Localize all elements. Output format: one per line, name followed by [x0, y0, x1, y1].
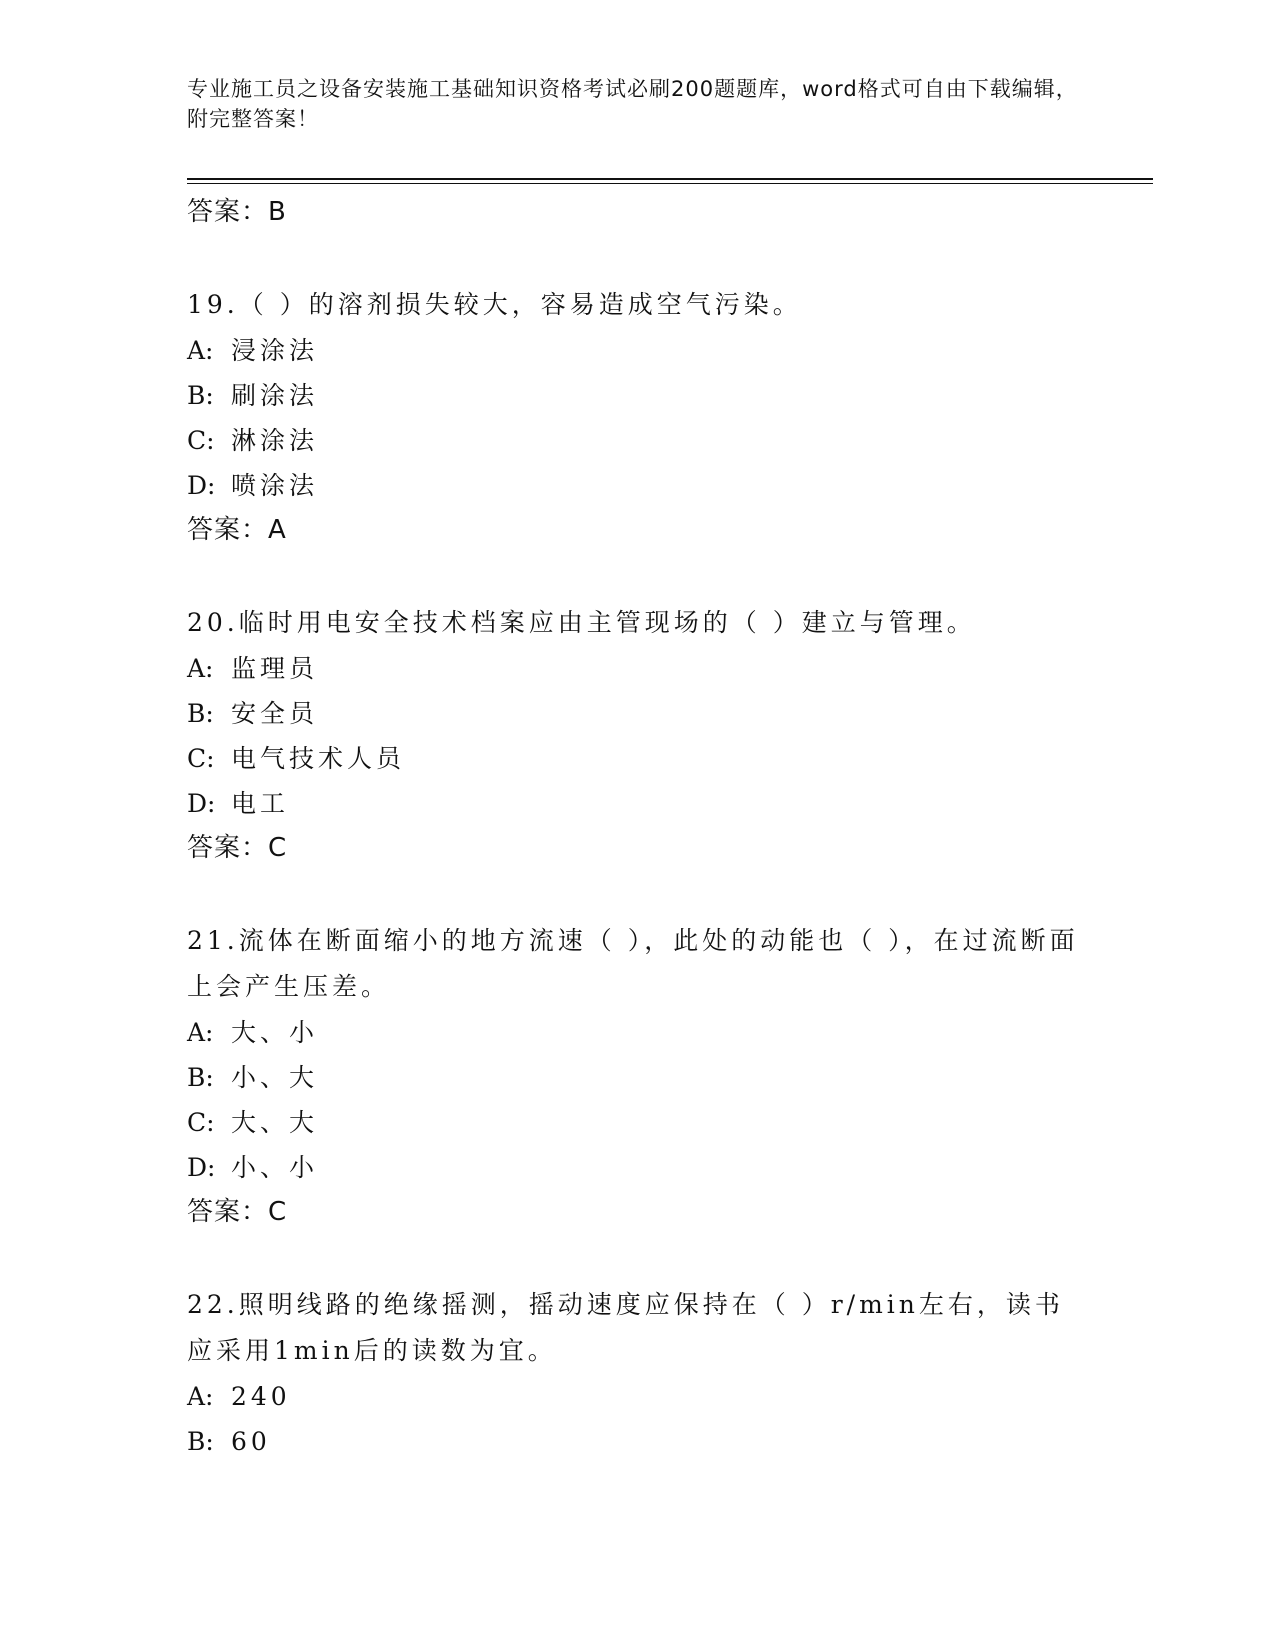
option-text: 监理员 [231, 654, 319, 683]
option-key: A: [187, 654, 214, 683]
option-text: 240 [231, 1382, 291, 1411]
question-item [187, 600, 1087, 870]
option-c [187, 418, 1087, 463]
header-rule-thin [187, 183, 1153, 184]
option-key: C: [187, 1108, 215, 1137]
option-text: 喷涂法 [231, 471, 319, 500]
option-text: 安全员 [231, 699, 319, 728]
question-item [187, 1282, 1087, 1464]
option-a [187, 1374, 1087, 1419]
option-key: C: [187, 426, 215, 455]
option-a [187, 328, 1087, 373]
option-c [187, 736, 1087, 781]
option-key: D: [187, 1153, 216, 1182]
option-b [187, 373, 1087, 418]
question-stem: 20.临时用电安全技术档案应由主管现场的（ ）建立与管理。 [187, 608, 976, 637]
option-key: C: [187, 744, 215, 773]
option-key: A: [187, 336, 214, 365]
option-text: 大、大 [231, 1108, 319, 1137]
option-key: B: [187, 1427, 214, 1456]
option-text: 电气技术人员 [231, 744, 406, 773]
option-text: 小、小 [231, 1153, 319, 1182]
option-text: 大、小 [231, 1018, 319, 1047]
option-key: B: [187, 381, 214, 410]
answer-line: 答案：A [187, 515, 287, 545]
option-key: A: [187, 1018, 214, 1047]
option-text: 刷涂法 [231, 381, 319, 410]
option-b [187, 1055, 1087, 1100]
option-text: 60 [231, 1427, 271, 1456]
option-d [187, 463, 1087, 508]
question-stem: 22.照明线路的绝缘摇测，摇动速度应保持在（ ）r/min左右，读书应采用1min后的读数为宜。 [187, 1290, 1064, 1365]
option-key: D: [187, 789, 216, 818]
option-key: B: [187, 1063, 214, 1092]
answer-line: 答案：C [187, 1197, 288, 1227]
option-b [187, 1419, 1087, 1464]
option-key: D: [187, 471, 216, 500]
answer-line: 答案：B [187, 197, 287, 227]
option-a [187, 646, 1087, 691]
question-item [187, 282, 1087, 552]
option-text: 小、大 [231, 1063, 319, 1092]
option-key: B: [187, 699, 214, 728]
question-stem: 21.流体在断面缩小的地方流速（ ），此处的动能也（ ），在过流断面上会产生压差。 [187, 926, 1079, 1001]
option-b [187, 691, 1087, 736]
answer-line: 答案：C [187, 833, 288, 863]
option-key: A: [187, 1382, 214, 1411]
document-header: 专业施工员之设备安装施工基础知识资格考试必刷200题题库，word格式可自由下载编辑，附完整答案！ [187, 77, 1078, 131]
header-rule-thick [187, 178, 1153, 180]
question-item [187, 918, 1087, 1234]
option-text: 电工 [231, 789, 290, 818]
option-d [187, 1145, 1087, 1190]
question-list [187, 190, 1087, 1464]
option-c [187, 1100, 1087, 1145]
option-a [187, 1010, 1087, 1055]
option-text: 浸涂法 [231, 336, 319, 365]
option-text: 淋涂法 [231, 426, 319, 455]
option-d [187, 781, 1087, 826]
question-stem: 19.（ ）的溶剂损失较大，容易造成空气污染。 [187, 290, 802, 319]
